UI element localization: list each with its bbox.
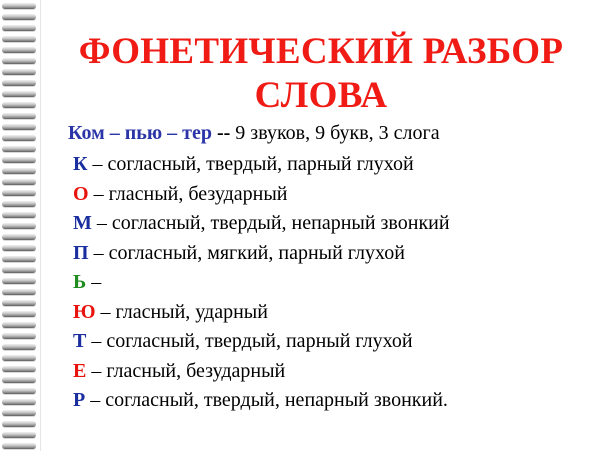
spiral-ring (2, 179, 36, 185)
letter-description: – согласный, мягкий, парный глухой (93, 241, 405, 264)
spiral-ring (2, 322, 36, 328)
spiral-ring (2, 168, 36, 174)
spiral-ring (2, 399, 36, 405)
slide-page (40, 0, 600, 451)
letter: П (73, 241, 89, 264)
spiral-ring (2, 25, 36, 31)
spiral-ring (2, 432, 36, 438)
spiral-ring (2, 102, 36, 108)
spiral-ring (2, 245, 36, 251)
spiral-ring (2, 278, 36, 284)
spiral-ring (2, 201, 36, 207)
syllable-split-word: Ком – пью – тер (68, 122, 212, 144)
letter: О (73, 182, 89, 205)
spiral-ring (2, 36, 36, 42)
letter: К (73, 153, 88, 175)
letter-description: – согласный, твердый, парный глухой (92, 153, 414, 175)
word-summary (68, 122, 440, 145)
spiral-ring (2, 58, 36, 64)
letter-analysis-list (73, 150, 593, 416)
spiral-ring (2, 311, 36, 317)
letter: Е (73, 359, 87, 382)
letter-row (73, 357, 593, 387)
spiral-ring (2, 366, 36, 372)
spiral-ring (2, 69, 36, 75)
letter-description: – гласный, ударный (100, 300, 268, 323)
spiral-ring (2, 14, 36, 20)
letter: Р (73, 389, 86, 411)
letter: М (73, 212, 92, 234)
spiral-ring (2, 377, 36, 383)
letter-row (73, 268, 593, 298)
letter-row (73, 298, 593, 328)
summary-stats: 9 звуков, 9 букв, 3 слога (235, 122, 440, 144)
letter-description: – (91, 271, 102, 293)
letter-description: – согласный, твердый, непарный звонкий (96, 212, 450, 234)
title-line-2: СЛОВА (254, 75, 388, 116)
letter-description: – гласный, безударный (93, 182, 288, 205)
spiral-ring (2, 3, 36, 9)
spiral-ring (2, 443, 36, 449)
spiral-ring (2, 256, 36, 262)
spiral-ring (2, 91, 36, 97)
spiral-ring (2, 289, 36, 295)
spiral-ring (2, 80, 36, 86)
spiral-ring (2, 124, 36, 130)
letter-description: – гласный, безударный (91, 359, 286, 382)
spiral-ring (2, 388, 36, 394)
spiral-ring (2, 421, 36, 427)
letter-description: – согласный, твердый, непарный звонкий. (90, 389, 448, 411)
spiral-ring (2, 234, 36, 240)
spiral-ring (2, 300, 36, 306)
spiral-ring (2, 135, 36, 141)
letter: Т (73, 330, 87, 352)
spiral-ring (2, 146, 36, 152)
letter-row (73, 327, 593, 357)
spiral-ring (2, 212, 36, 218)
letter-row (73, 180, 593, 210)
letter-row (73, 209, 593, 239)
letter-row (73, 239, 593, 269)
letter-row (73, 386, 593, 416)
spiral-ring (2, 344, 36, 350)
letter-row (73, 150, 593, 180)
spiral-binding (0, 0, 40, 451)
letter: Ь (73, 271, 87, 293)
spiral-ring (2, 333, 36, 339)
letter-description: – согласный, твердый, парный глухой (91, 330, 413, 352)
spiral-ring (2, 190, 36, 196)
spiral-ring (2, 267, 36, 273)
spiral-ring (2, 410, 36, 416)
spiral-ring (2, 157, 36, 163)
title-line-1: ФОНЕТИЧЕСКИЙ РАЗБОР (78, 31, 564, 72)
slide-title (41, 30, 600, 118)
spiral-ring (2, 113, 36, 119)
spiral-ring (2, 223, 36, 229)
letter: Ю (73, 300, 96, 323)
summary-separator: -- (216, 122, 231, 144)
spiral-ring (2, 47, 36, 53)
spiral-ring (2, 355, 36, 361)
